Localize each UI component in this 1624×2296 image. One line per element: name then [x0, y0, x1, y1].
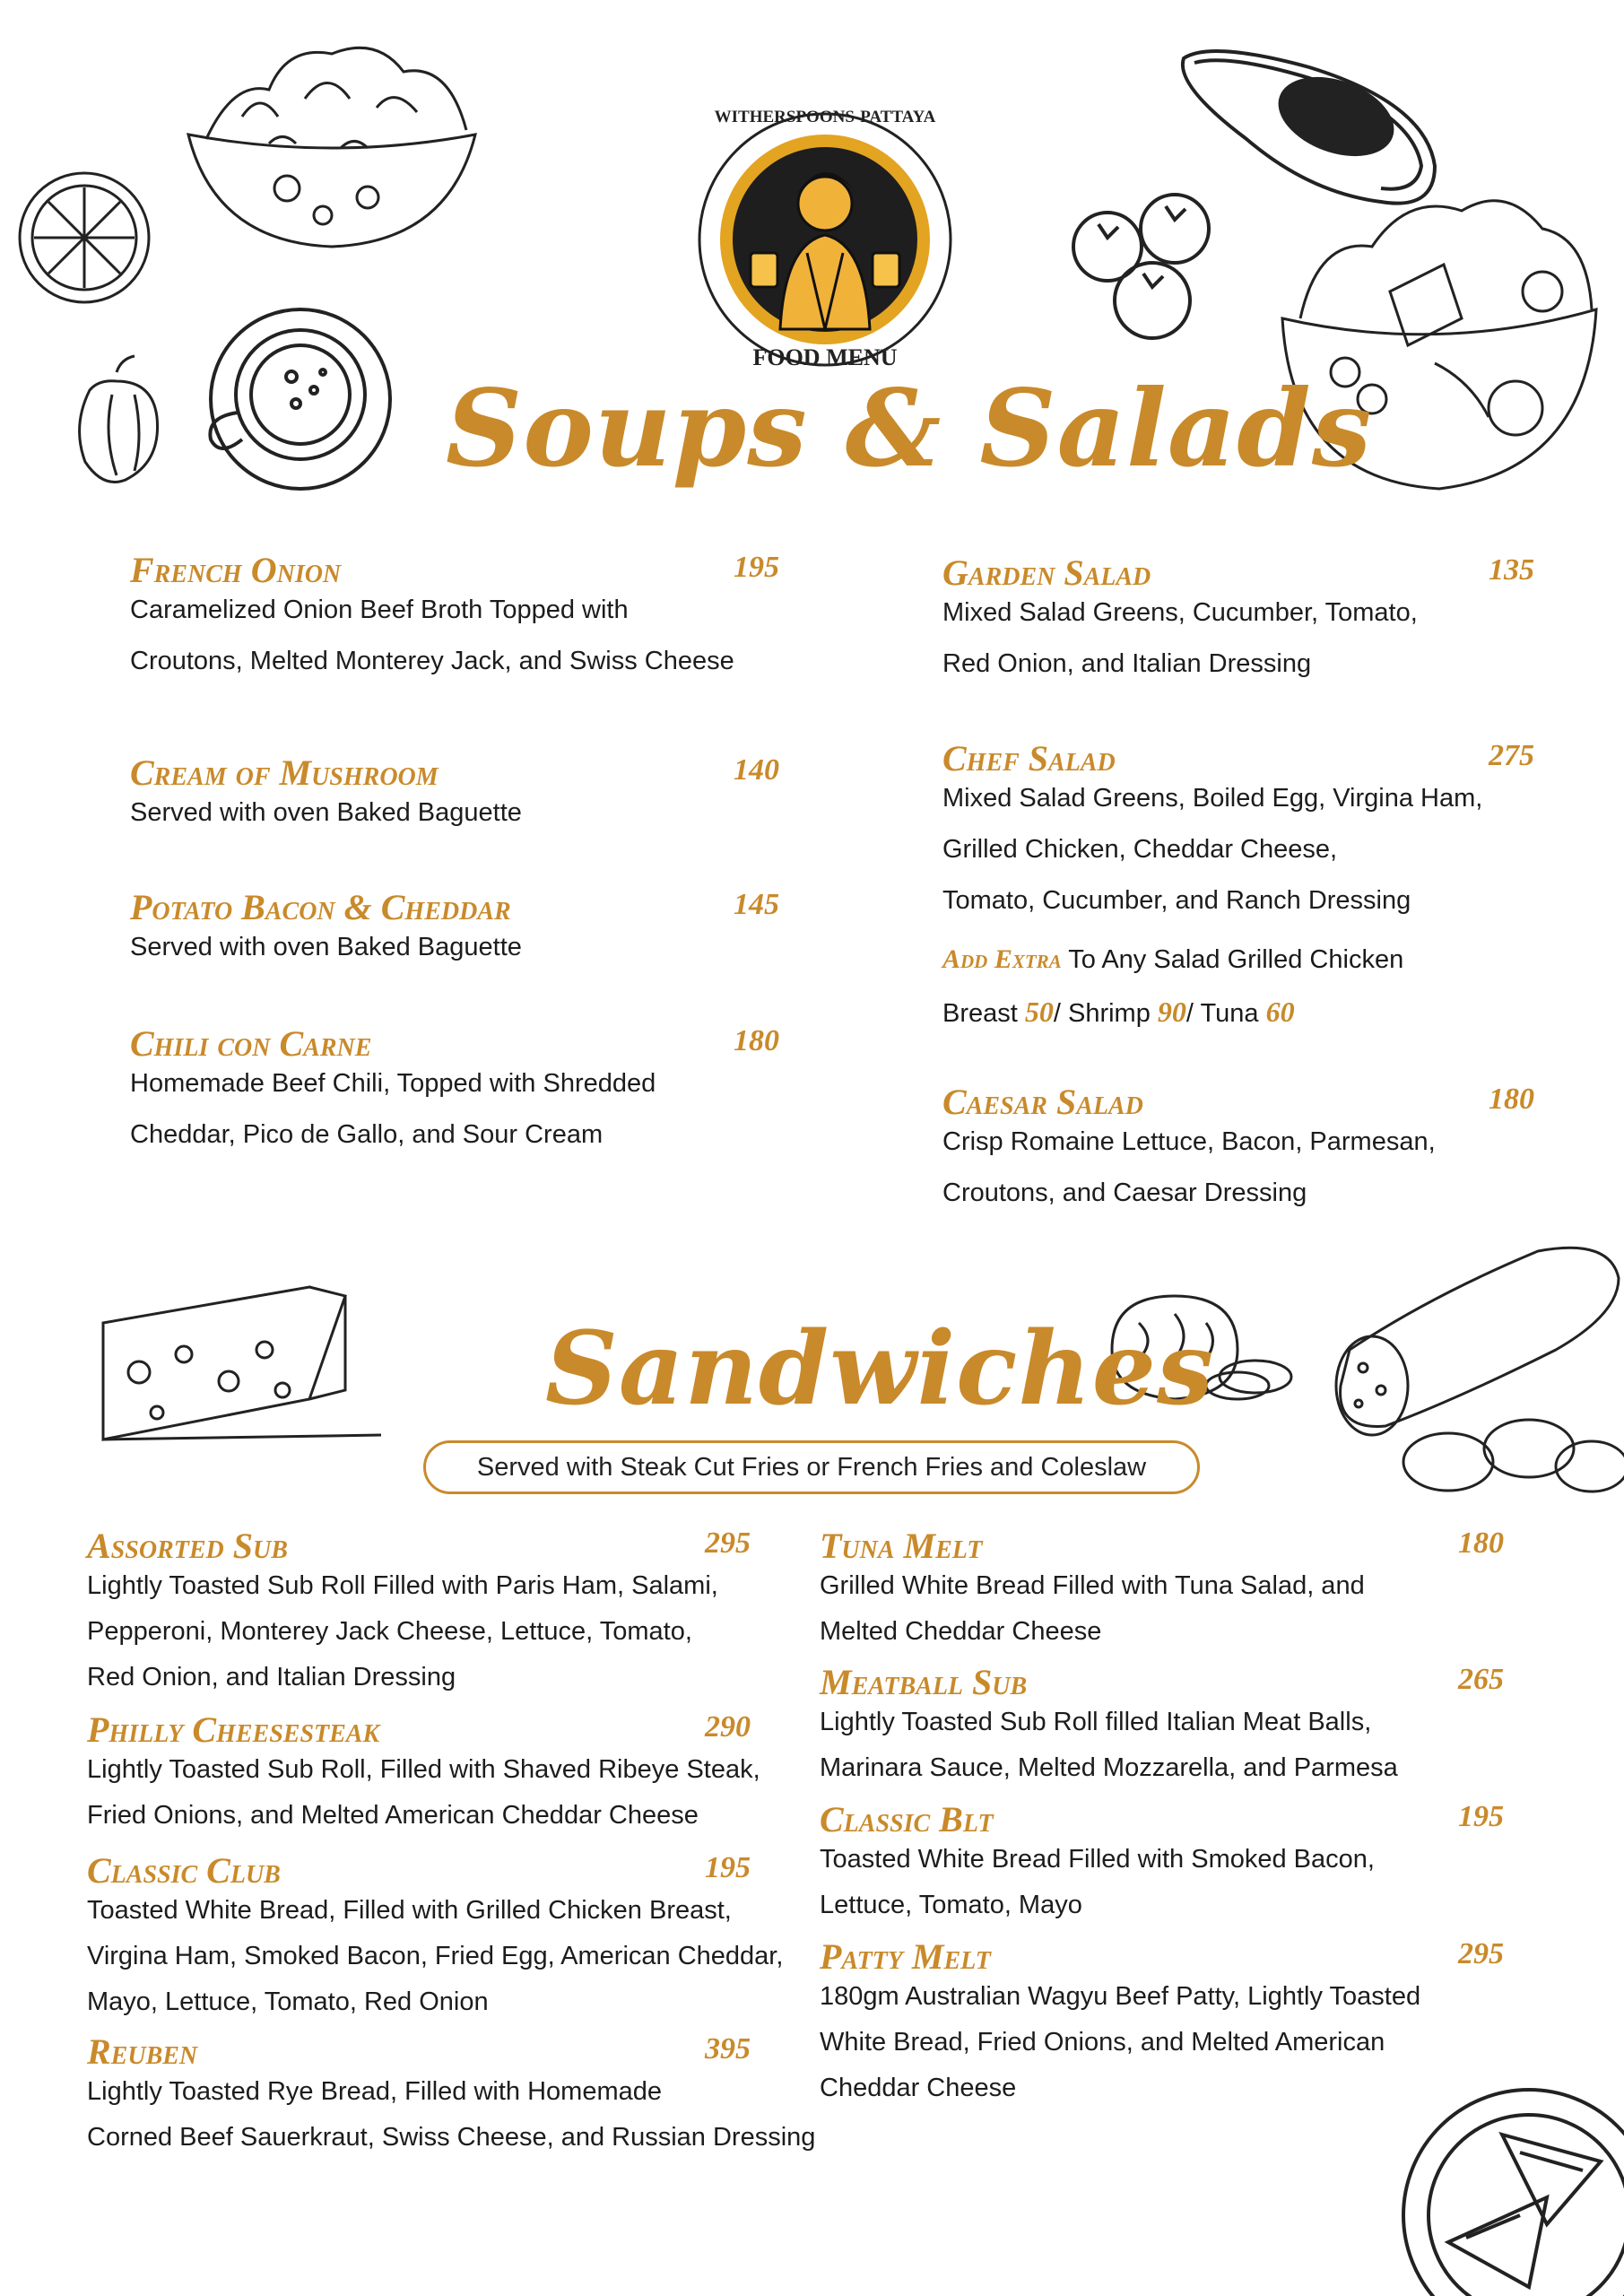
extra-tuna-price: 60: [1265, 996, 1295, 1028]
menu-item-description-line: Crisp Romaine Lettuce, Bacon, Parmesan,: [942, 1127, 1436, 1156]
menu-item-description-line: Red Onion, and Italian Dressing: [87, 1663, 456, 1692]
menu-item-price: 275: [1489, 739, 1534, 772]
menu-item-description-line: Lightly Toasted Sub Roll filled Italian Meat Balls,: [820, 1708, 1372, 1736]
menu-item-price: 180: [1458, 1526, 1504, 1560]
menu-item-description-line: Grilled Chicken, Cheddar Cheese,: [942, 835, 1338, 864]
menu-item-name: Meatball Sub: [820, 1662, 1028, 1702]
menu-item-price: 395: [705, 2032, 751, 2066]
menu-item-description-line: Grilled White Bread Filled with Tuna Salad, and: [820, 1571, 1365, 1600]
menu-item-description-line: Served with oven Baked Baguette: [130, 798, 522, 827]
pepper-icon: [63, 354, 175, 489]
logo-top-text: WITHERSPOONS-PATTAYA: [714, 108, 936, 126]
menu-item-price: 295: [705, 1526, 751, 1560]
extra-chicken-price: 50: [1024, 996, 1054, 1028]
menu-item-name: Chili con Carne: [130, 1023, 372, 1064]
menu-item-name: Reuben: [87, 2031, 198, 2072]
add-extra-prices: [942, 996, 1295, 1029]
salad-bowl-icon: [179, 27, 484, 260]
menu-item-description-line: Melted Cheddar Cheese: [820, 1617, 1102, 1646]
soups-salads-title: Soups & Salads: [446, 366, 1373, 491]
menu-item-description-line: Mixed Salad Greens, Cucumber, Tomato,: [942, 598, 1418, 627]
menu-item-description-line: Lettuce, Tomato, Mayo: [820, 1891, 1082, 1919]
menu-item-description-line: Croutons, and Caesar Dressing: [942, 1178, 1307, 1207]
menu-item-price: 145: [734, 888, 779, 921]
menu-item-name: Potato Bacon & Cheddar: [130, 887, 511, 927]
menu-item-description-line: Homemade Beef Chili, Topped with Shredded: [130, 1069, 656, 1098]
menu-item-price: 135: [1489, 553, 1534, 587]
menu-item-description-line: Virgina Ham, Smoked Bacon, Fried Egg, American Cheddar,: [87, 1942, 784, 1970]
menu-item-price: 140: [734, 753, 779, 787]
cheese-icon: [94, 1278, 395, 1444]
menu-item-description-line: 180gm Australian Wagyu Beef Patty, Lightly Toasted: [820, 1982, 1421, 2011]
menu-item-name: Classic Blt: [820, 1799, 994, 1839]
sandwiches-title: Sandwiches: [545, 1310, 1215, 1428]
menu-item-description-line: Corned Beef Sauerkraut, Swiss Cheese, and Russian Dressing: [87, 2123, 816, 2152]
menu-item-description-line: Pepperoni, Monterey Jack Cheese, Lettuce, Tomato,: [87, 1617, 692, 1646]
menu-item-description-line: White Bread, Fried Onions, and Melted American: [820, 2028, 1385, 2057]
add-extra-note: [942, 944, 1403, 975]
menu-item-description-line: Lightly Toasted Sub Roll, Filled with Shaved Ribeye Steak,: [87, 1755, 760, 1784]
menu-item-price: 195: [1458, 1800, 1504, 1833]
menu-item-description-line: Mixed Salad Greens, Boiled Egg, Virgina Ham,: [942, 784, 1483, 813]
coffee-cup-icon: [188, 305, 404, 493]
menu-item-name: Tuna Melt: [820, 1526, 983, 1566]
lemon-slice-icon: [13, 166, 156, 309]
menu-item-description-line: Red Onion, and Italian Dressing: [942, 649, 1312, 678]
menu-item-price: 290: [705, 1710, 751, 1744]
menu-item-description-line: Served with oven Baked Baguette: [130, 933, 522, 961]
extra-shrimp-label: / Shrimp: [1053, 999, 1158, 1028]
menu-item-price: 180: [734, 1024, 779, 1057]
menu-item-description-line: Toasted White Bread Filled with Smoked Bacon,: [820, 1845, 1375, 1874]
restaurant-logo: [695, 109, 955, 370]
tomatoes-icon: [1067, 179, 1224, 345]
menu-item-name: Caesar Salad: [942, 1082, 1143, 1122]
salami-icon: [1323, 1242, 1624, 1498]
menu-item-description-line: Marinara Sauce, Melted Mozzarella, and Parmesa: [820, 1753, 1398, 1782]
menu-item-description-line: Cheddar, Pico de Gallo, and Sour Cream: [130, 1120, 604, 1149]
add-extra-label: Add Extra: [942, 944, 1062, 974]
menu-item-price: 195: [734, 551, 779, 584]
add-extra-text: To Any Salad Grilled Chicken: [1061, 945, 1404, 974]
menu-item-description-line: Lightly Toasted Rye Bread, Filled with Homemade: [87, 2077, 663, 2106]
menu-item-description-line: Mayo, Lettuce, Tomato, Red Onion: [87, 1987, 489, 2016]
extra-shrimp-price: 90: [1157, 996, 1186, 1028]
logo-bottom-text: FOOD MENU: [752, 344, 898, 370]
menu-item-name: Assorted Sub: [87, 1526, 288, 1566]
extra-breast-label: Breast: [942, 999, 1025, 1028]
sandwich-plate-icon: [1394, 2081, 1624, 2296]
menu-item-description-line: Toasted White Bread, Filled with Grilled Chicken Breast,: [87, 1896, 732, 1925]
menu-item-name: Classic Club: [87, 1850, 281, 1891]
menu-item-price: 180: [1489, 1083, 1534, 1116]
menu-item-name: Cream of Mushroom: [130, 752, 439, 793]
menu-item-name: French Onion: [130, 550, 342, 590]
menu-item-name: Chef Salad: [942, 738, 1116, 778]
menu-item-name: Garden Salad: [942, 552, 1151, 593]
sandwiches-sides-banner: Served with Steak Cut Fries or French Fries and Coleslaw: [423, 1440, 1200, 1494]
menu-item-description-line: Fried Onions, and Melted American Cheddar Cheese: [87, 1801, 699, 1830]
menu-item-price: 295: [1458, 1937, 1504, 1970]
menu-item-name: Patty Melt: [820, 1936, 991, 1977]
menu-item-name: Philly Cheesesteak: [87, 1709, 380, 1750]
menu-item-description-line: Croutons, Melted Monterey Jack, and Swiss Cheese: [130, 647, 734, 675]
menu-item-description-line: Lightly Toasted Sub Roll Filled with Paris Ham, Salami,: [87, 1571, 718, 1600]
menu-item-description-line: Tomato, Cucumber, and Ranch Dressing: [942, 886, 1411, 915]
menu-item-price: 195: [705, 1851, 751, 1884]
menu-item-description-line: Caramelized Onion Beef Broth Topped with: [130, 596, 629, 624]
menu-item-price: 265: [1458, 1663, 1504, 1696]
menu-item-description-line: Cheddar Cheese: [820, 2074, 1017, 2102]
extra-tuna-label: / Tuna: [1185, 999, 1266, 1028]
